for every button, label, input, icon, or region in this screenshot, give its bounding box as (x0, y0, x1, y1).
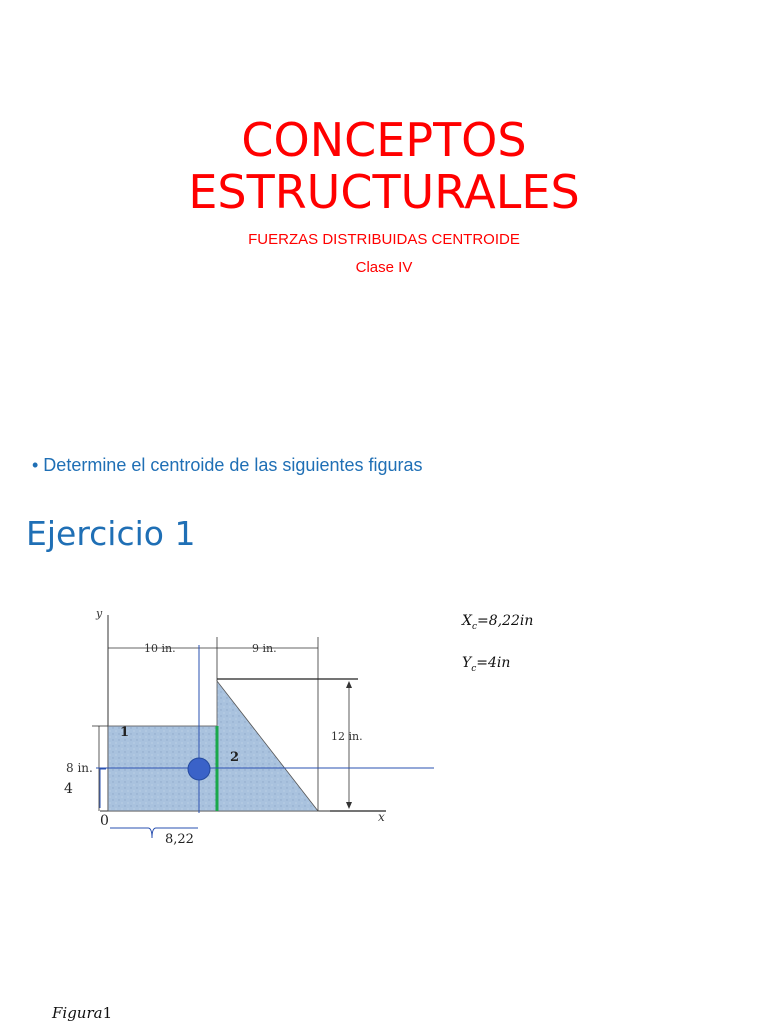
caption-word: Figura (52, 1004, 103, 1022)
origin-label: 0 (100, 813, 109, 829)
y-axis-label: y (96, 607, 103, 620)
yc-subscript: c (471, 663, 477, 674)
centroid-point (188, 758, 210, 780)
class-label: Clase IV (355, 259, 413, 276)
xc-value: =8,22in (477, 613, 534, 629)
xc-subscript: c (471, 621, 478, 632)
dimension-height-total: 12 in. (331, 730, 363, 743)
dimension-width-1: 10 in. (144, 642, 176, 655)
x-axis-label: x (378, 810, 385, 824)
exercise-heading: Ejercicio 1 (26, 514, 196, 553)
region-2-label: 2 (230, 750, 240, 765)
triangle-region (217, 681, 318, 811)
instruction-bullet: • Determine el centroide de las siguientes figuras (32, 455, 423, 475)
figure-caption (52, 1004, 112, 1022)
yc-variable: Y (462, 655, 472, 671)
arrow-up-icon (346, 681, 352, 688)
half-height-label: 4 (64, 781, 73, 797)
title-line-2: ESTRUCTURALES (188, 165, 580, 219)
yc-result (462, 655, 510, 674)
dimension-width-2: 9 in. (252, 642, 277, 655)
title-line-1: CONCEPTOS (241, 113, 527, 167)
centroid-x-label: 8,22 (165, 832, 194, 847)
dimension-height-rect: 8 in. (66, 761, 93, 775)
region-1-label: 1 (120, 725, 130, 740)
yc-value: =4in (476, 655, 511, 671)
arrow-down-icon (346, 802, 352, 809)
title-slide (0, 0, 768, 420)
half-height-bracket (100, 769, 106, 808)
xc-result (462, 613, 533, 632)
composite-shape-figure (40, 595, 440, 855)
subtitle: FUERZAS DISTRIBUIDAS CENTROIDE (248, 231, 520, 248)
xc-variable: X (462, 613, 472, 629)
caption-number: 1 (102, 1004, 113, 1022)
